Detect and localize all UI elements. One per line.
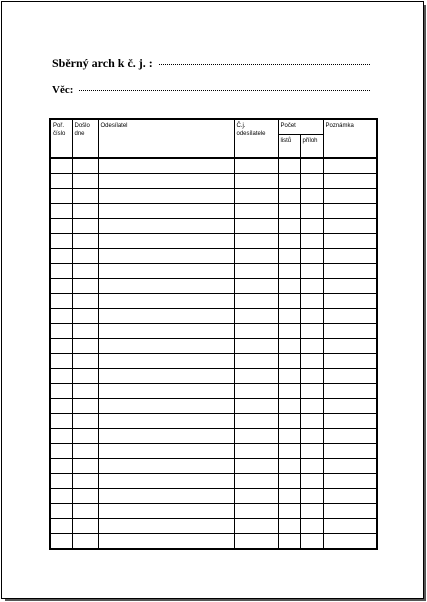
- sheets-count-cell[interactable]: [278, 399, 300, 414]
- sender-reference-cell[interactable]: [234, 204, 278, 219]
- order-number-cell[interactable]: [50, 459, 72, 474]
- order-number-cell[interactable]: [50, 174, 72, 189]
- sender-cell[interactable]: [98, 189, 234, 204]
- attachments-count-cell[interactable]: [300, 384, 323, 399]
- order-number-cell[interactable]: [50, 399, 72, 414]
- sender-cell[interactable]: [98, 219, 234, 234]
- order-number-cell[interactable]: [50, 309, 72, 324]
- sender-reference-cell[interactable]: [234, 384, 278, 399]
- sheets-count-cell[interactable]: [278, 354, 300, 369]
- note-cell[interactable]: [323, 264, 377, 279]
- attachments-count-cell[interactable]: [300, 324, 323, 339]
- sender-reference-cell[interactable]: [234, 174, 278, 189]
- order-number-cell[interactable]: [50, 429, 72, 444]
- sender-cell[interactable]: [98, 264, 234, 279]
- header-order-number: Poř. číslo: [50, 119, 72, 158]
- arrival-date-cell[interactable]: [72, 429, 98, 444]
- order-number-cell[interactable]: [50, 279, 72, 294]
- note-cell[interactable]: [323, 444, 377, 459]
- note-cell[interactable]: [323, 234, 377, 249]
- table-row: [50, 414, 377, 429]
- attachments-count-cell[interactable]: [300, 219, 323, 234]
- sender-reference-cell[interactable]: [234, 534, 278, 550]
- sheets-count-cell[interactable]: [278, 339, 300, 354]
- sender-reference-cell[interactable]: [234, 429, 278, 444]
- arrival-date-cell[interactable]: [72, 399, 98, 414]
- attachments-count-cell[interactable]: [300, 158, 323, 174]
- order-number-cell[interactable]: [50, 444, 72, 459]
- sender-cell[interactable]: [98, 354, 234, 369]
- note-cell[interactable]: [323, 339, 377, 354]
- arrival-date-cell[interactable]: [72, 158, 98, 174]
- note-cell[interactable]: [323, 384, 377, 399]
- table-row: [50, 369, 377, 384]
- attachments-count-cell[interactable]: [300, 519, 323, 534]
- arrival-date-cell[interactable]: [72, 234, 98, 249]
- order-number-cell[interactable]: [50, 324, 72, 339]
- table-row: [50, 474, 377, 489]
- attachments-count-cell[interactable]: [300, 354, 323, 369]
- sheets-count-cell[interactable]: [278, 489, 300, 504]
- table-row: [50, 219, 377, 234]
- sender-cell[interactable]: [98, 399, 234, 414]
- note-cell[interactable]: [323, 474, 377, 489]
- order-number-cell[interactable]: [50, 294, 72, 309]
- sender-reference-cell[interactable]: [234, 474, 278, 489]
- table-row: [50, 294, 377, 309]
- order-number-cell[interactable]: [50, 204, 72, 219]
- arrival-date-cell[interactable]: [72, 534, 98, 550]
- sender-reference-cell[interactable]: [234, 264, 278, 279]
- header-count-attachments: příloh: [300, 135, 323, 159]
- table-row: [50, 324, 377, 339]
- attachments-count-cell[interactable]: [300, 459, 323, 474]
- arrival-date-cell[interactable]: [72, 444, 98, 459]
- header-sender: Odesílatel: [98, 119, 234, 158]
- table-row: [50, 534, 377, 550]
- sender-cell[interactable]: [98, 174, 234, 189]
- arrival-date-cell[interactable]: [72, 384, 98, 399]
- attachments-count-cell[interactable]: [300, 489, 323, 504]
- sender-cell[interactable]: [98, 444, 234, 459]
- attachments-count-cell[interactable]: [300, 339, 323, 354]
- order-number-cell[interactable]: [50, 534, 72, 550]
- sender-cell[interactable]: [98, 279, 234, 294]
- attachments-count-cell[interactable]: [300, 429, 323, 444]
- attachments-count-cell[interactable]: [300, 369, 323, 384]
- sender-cell[interactable]: [98, 474, 234, 489]
- table-row: [50, 519, 377, 534]
- order-number-cell[interactable]: [50, 384, 72, 399]
- sender-reference-cell[interactable]: [234, 504, 278, 519]
- sender-reference-cell[interactable]: [234, 414, 278, 429]
- subject-label: Věc:: [52, 84, 74, 96]
- note-cell[interactable]: [323, 324, 377, 339]
- note-cell[interactable]: [323, 489, 377, 504]
- note-cell[interactable]: [323, 399, 377, 414]
- note-cell[interactable]: [323, 189, 377, 204]
- note-cell[interactable]: [323, 294, 377, 309]
- sheets-count-cell[interactable]: [278, 219, 300, 234]
- order-number-cell[interactable]: [50, 249, 72, 264]
- attachments-count-cell[interactable]: [300, 174, 323, 189]
- sender-cell[interactable]: [98, 339, 234, 354]
- note-cell[interactable]: [323, 414, 377, 429]
- attachments-count-cell[interactable]: [300, 414, 323, 429]
- order-number-cell[interactable]: [50, 504, 72, 519]
- collection-sheet-table: [49, 118, 378, 550]
- sheets-count-cell[interactable]: [278, 504, 300, 519]
- table-row: [50, 234, 377, 249]
- sender-cell[interactable]: [98, 504, 234, 519]
- sheets-count-cell[interactable]: [278, 519, 300, 534]
- sender-reference-cell[interactable]: [234, 369, 278, 384]
- order-number-cell[interactable]: [50, 474, 72, 489]
- table-row: [50, 399, 377, 414]
- table-row: [50, 489, 377, 504]
- sender-cell[interactable]: [98, 414, 234, 429]
- sheets-count-cell[interactable]: [278, 204, 300, 219]
- sender-cell[interactable]: [98, 249, 234, 264]
- arrival-date-cell[interactable]: [72, 474, 98, 489]
- note-cell[interactable]: [323, 249, 377, 264]
- sheets-count-cell[interactable]: [278, 444, 300, 459]
- sender-cell[interactable]: [98, 384, 234, 399]
- order-number-cell[interactable]: [50, 189, 72, 204]
- arrival-date-cell[interactable]: [72, 339, 98, 354]
- sender-reference-cell[interactable]: [234, 309, 278, 324]
- order-number-cell[interactable]: [50, 369, 72, 384]
- note-cell[interactable]: [323, 504, 377, 519]
- sheets-count-cell[interactable]: [278, 189, 300, 204]
- sender-cell[interactable]: [98, 309, 234, 324]
- sender-cell[interactable]: [98, 429, 234, 444]
- table-row: [50, 204, 377, 219]
- order-number-cell[interactable]: [50, 489, 72, 504]
- arrival-date-cell[interactable]: [72, 519, 98, 534]
- attachments-count-cell[interactable]: [300, 474, 323, 489]
- sender-cell[interactable]: [98, 294, 234, 309]
- note-cell[interactable]: [323, 158, 377, 174]
- table-row: [50, 354, 377, 369]
- table-row: [50, 158, 377, 174]
- sender-reference-cell[interactable]: [234, 444, 278, 459]
- sender-cell[interactable]: [98, 158, 234, 174]
- order-number-cell[interactable]: [50, 339, 72, 354]
- sender-cell[interactable]: [98, 489, 234, 504]
- sheets-count-cell[interactable]: [278, 414, 300, 429]
- note-cell[interactable]: [323, 204, 377, 219]
- note-cell[interactable]: [323, 174, 377, 189]
- order-number-cell[interactable]: [50, 234, 72, 249]
- order-number-cell[interactable]: [50, 354, 72, 369]
- sender-reference-cell[interactable]: [234, 189, 278, 204]
- sender-reference-cell[interactable]: [234, 399, 278, 414]
- attachments-count-cell[interactable]: [300, 264, 323, 279]
- header-count: Počet: [278, 119, 323, 135]
- arrival-date-cell[interactable]: [72, 174, 98, 189]
- arrival-date-cell[interactable]: [72, 354, 98, 369]
- sender-reference-cell[interactable]: [234, 354, 278, 369]
- sender-reference-cell[interactable]: [234, 219, 278, 234]
- sheets-count-cell[interactable]: [278, 474, 300, 489]
- sender-reference-cell[interactable]: [234, 234, 278, 249]
- header-count-sheets: listů: [278, 135, 300, 159]
- sheets-count-cell[interactable]: [278, 249, 300, 264]
- order-number-cell[interactable]: [50, 219, 72, 234]
- arrival-date-cell[interactable]: [72, 249, 98, 264]
- table-body: [50, 158, 377, 549]
- note-cell[interactable]: [323, 279, 377, 294]
- arrival-date-cell[interactable]: [72, 459, 98, 474]
- sheets-count-cell[interactable]: [278, 429, 300, 444]
- sender-cell[interactable]: [98, 324, 234, 339]
- sheets-count-cell[interactable]: [278, 459, 300, 474]
- arrival-date-cell[interactable]: [72, 369, 98, 384]
- arrival-date-cell[interactable]: [72, 219, 98, 234]
- arrival-date-cell[interactable]: [72, 264, 98, 279]
- sheets-count-cell[interactable]: [278, 234, 300, 249]
- note-cell[interactable]: [323, 354, 377, 369]
- attachments-count-cell[interactable]: [300, 234, 323, 249]
- sender-reference-cell[interactable]: [234, 158, 278, 174]
- arrival-date-cell[interactable]: [72, 504, 98, 519]
- arrival-date-cell[interactable]: [72, 279, 98, 294]
- table-row: [50, 459, 377, 474]
- table-row: [50, 504, 377, 519]
- attachments-count-cell[interactable]: [300, 444, 323, 459]
- sender-reference-cell[interactable]: [234, 249, 278, 264]
- attachments-count-cell[interactable]: [300, 279, 323, 294]
- attachments-count-cell[interactable]: [300, 189, 323, 204]
- sender-cell[interactable]: [98, 369, 234, 384]
- sender-reference-cell[interactable]: [234, 489, 278, 504]
- header-arrival-date: Došlo dne: [72, 119, 98, 158]
- note-cell[interactable]: [323, 534, 377, 550]
- sheets-count-cell[interactable]: [278, 294, 300, 309]
- note-cell[interactable]: [323, 309, 377, 324]
- sheets-count-cell[interactable]: [278, 324, 300, 339]
- note-cell[interactable]: [323, 519, 377, 534]
- sender-cell[interactable]: [98, 534, 234, 550]
- note-cell[interactable]: [323, 459, 377, 474]
- table-row: [50, 309, 377, 324]
- sheets-count-cell[interactable]: [278, 384, 300, 399]
- table-row: [50, 174, 377, 189]
- table-row: [50, 384, 377, 399]
- table-row: [50, 339, 377, 354]
- note-cell[interactable]: [323, 219, 377, 234]
- reference-number-blank[interactable]: [159, 64, 370, 65]
- reference-number-label: Sběrný arch k č. j. :: [52, 56, 153, 70]
- sheets-count-cell[interactable]: [278, 158, 300, 174]
- arrival-date-cell[interactable]: [72, 309, 98, 324]
- sender-reference-cell[interactable]: [234, 279, 278, 294]
- arrival-date-cell[interactable]: [72, 414, 98, 429]
- subject-blank[interactable]: [79, 90, 370, 91]
- arrival-date-cell[interactable]: [72, 489, 98, 504]
- table-row: [50, 429, 377, 444]
- order-number-cell[interactable]: [50, 414, 72, 429]
- sender-cell[interactable]: [98, 234, 234, 249]
- sheets-count-cell[interactable]: [278, 264, 300, 279]
- attachments-count-cell[interactable]: [300, 399, 323, 414]
- header-sender-reference: Č.j. odesílatele: [234, 119, 278, 158]
- note-cell[interactable]: [323, 429, 377, 444]
- header-note: Poznámka: [323, 119, 377, 158]
- order-number-cell[interactable]: [50, 158, 72, 174]
- attachments-count-cell[interactable]: [300, 249, 323, 264]
- attachments-count-cell[interactable]: [300, 534, 323, 550]
- table-row: [50, 264, 377, 279]
- sender-reference-cell[interactable]: [234, 294, 278, 309]
- sheets-count-cell[interactable]: [278, 279, 300, 294]
- sheets-count-cell[interactable]: [278, 174, 300, 189]
- table-row: [50, 279, 377, 294]
- sender-reference-cell[interactable]: [234, 459, 278, 474]
- arrival-date-cell[interactable]: [72, 204, 98, 219]
- arrival-date-cell[interactable]: [72, 294, 98, 309]
- attachments-count-cell[interactable]: [300, 294, 323, 309]
- table-row: [50, 249, 377, 264]
- arrival-date-cell[interactable]: [72, 189, 98, 204]
- arrival-date-cell[interactable]: [72, 324, 98, 339]
- sheets-count-cell[interactable]: [278, 534, 300, 550]
- table-row: [50, 189, 377, 204]
- note-cell[interactable]: [323, 369, 377, 384]
- attachments-count-cell[interactable]: [300, 204, 323, 219]
- sheets-count-cell[interactable]: [278, 369, 300, 384]
- subject-line: [52, 84, 370, 96]
- attachments-count-cell[interactable]: [300, 504, 323, 519]
- sender-cell[interactable]: [98, 519, 234, 534]
- attachments-count-cell[interactable]: [300, 309, 323, 324]
- sender-reference-cell[interactable]: [234, 339, 278, 354]
- sender-reference-cell[interactable]: [234, 324, 278, 339]
- reference-number-line: [52, 56, 370, 71]
- sender-cell[interactable]: [98, 204, 234, 219]
- sender-cell[interactable]: [98, 459, 234, 474]
- table-row: [50, 444, 377, 459]
- sheets-count-cell[interactable]: [278, 309, 300, 324]
- order-number-cell[interactable]: [50, 519, 72, 534]
- sender-reference-cell[interactable]: [234, 519, 278, 534]
- order-number-cell[interactable]: [50, 264, 72, 279]
